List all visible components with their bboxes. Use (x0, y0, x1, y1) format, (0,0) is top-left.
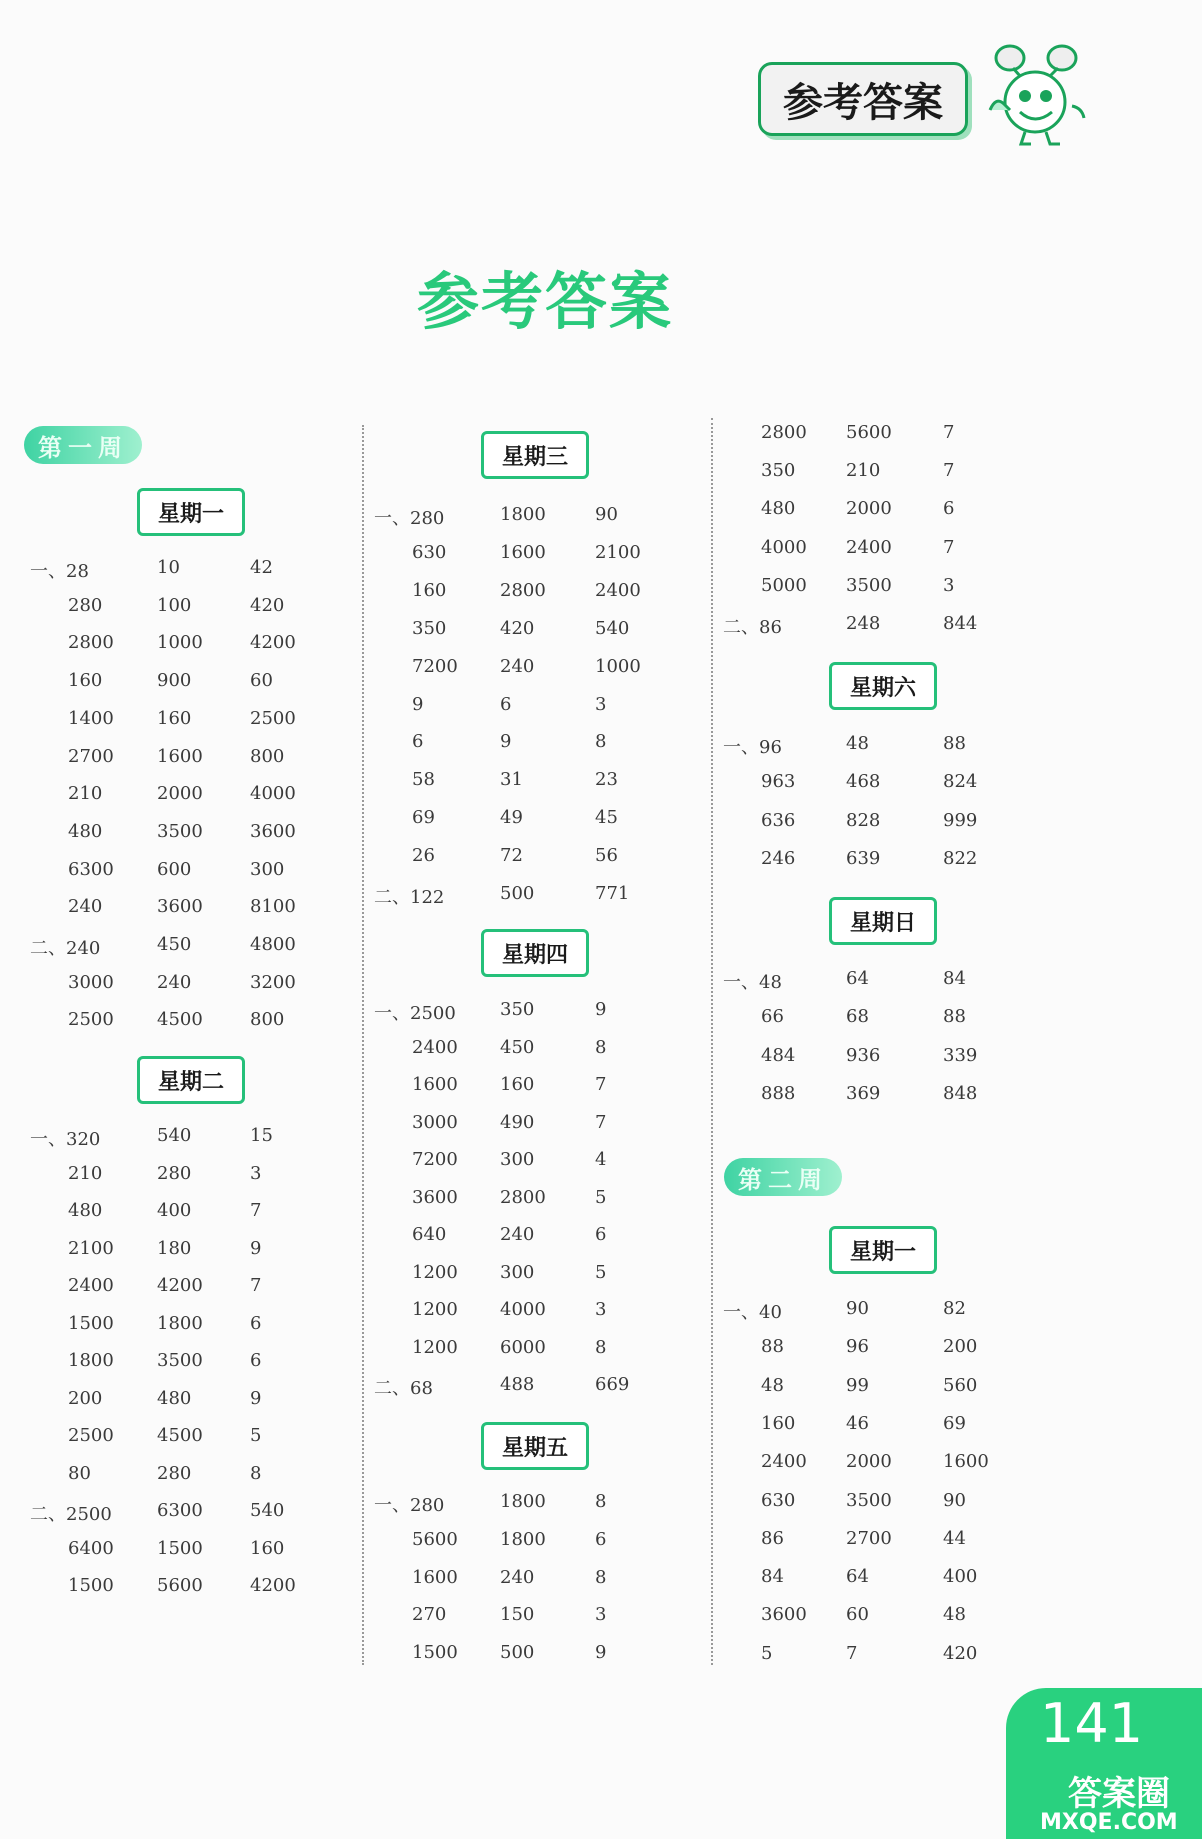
answer-value: 3200 (250, 971, 296, 993)
answer-value: 8 (595, 1336, 607, 1358)
answer-value: 8 (250, 1462, 262, 1484)
answer-value: 500 (500, 883, 535, 904)
day-header-col2-thu: 星期四 (481, 929, 589, 977)
answer-value: 49 (500, 807, 523, 829)
answer-value: 999 (943, 809, 978, 831)
answer-value: 7 (943, 422, 955, 443)
answer-value: 4800 (250, 934, 296, 955)
answer-value: 240 (68, 896, 103, 918)
answer-value: 69 (943, 1412, 966, 1434)
answer-value: 3500 (157, 1350, 203, 1371)
week-tag-2: 第二周 (724, 1158, 842, 1196)
answer-value: 240 (500, 1224, 535, 1245)
watermark-logo: 答案圈 (1068, 1774, 1170, 1814)
answer-value: 4500 (157, 1009, 203, 1031)
answer-value: 100 (157, 594, 192, 616)
answer-value: 600 (157, 858, 192, 880)
answer-value: 4 (595, 1149, 607, 1170)
answer-value: 300 (250, 858, 285, 880)
answer-value: 42 (250, 557, 273, 578)
answer-value: 400 (157, 1200, 192, 1221)
answer-value: 400 (943, 1566, 978, 1588)
column-divider (711, 418, 713, 1665)
answer-value: 84 (761, 1566, 784, 1588)
answer-value: 6000 (500, 1336, 546, 1358)
answer-value: 150 (500, 1604, 535, 1626)
answer-value: 200 (943, 1336, 978, 1358)
answer-value: 160 (68, 670, 103, 692)
answer-value: 7 (943, 536, 955, 558)
answer-value: 1600 (943, 1451, 989, 1473)
answer-value: 二、68 (374, 1378, 433, 1399)
answer-value: 540 (250, 1500, 285, 1521)
day-header-col1-mon: 星期一 (137, 488, 245, 536)
answer-value: 160 (250, 1537, 285, 1559)
answer-value: 2800 (68, 632, 114, 654)
answer-value: 8100 (250, 896, 296, 918)
answer-value: 60 (846, 1604, 869, 1626)
answer-value: 350 (500, 999, 535, 1020)
answer-value: 480 (68, 1200, 103, 1221)
answer-value: 4000 (250, 783, 296, 805)
answer-value: 3 (595, 1299, 607, 1320)
answer-value: 2800 (761, 422, 807, 443)
answer-value: 6300 (68, 858, 114, 880)
day-header-col3-mon2: 星期一 (829, 1226, 937, 1274)
answer-value: 1800 (68, 1350, 114, 1371)
answer-value: 963 (761, 771, 796, 793)
answer-value: 2500 (68, 1425, 114, 1446)
answer-value: 630 (412, 541, 447, 563)
answer-value: 56 (595, 845, 618, 867)
answer-value: 936 (846, 1044, 881, 1066)
answer-value: 3000 (412, 1111, 458, 1133)
answer-value: 9 (595, 999, 607, 1020)
answer-value: 5600 (846, 422, 892, 443)
answer-value: 86 (761, 1527, 784, 1549)
answer-value: 9 (250, 1237, 262, 1259)
answer-value: 7 (595, 1074, 607, 1095)
answer-value: 160 (157, 707, 192, 729)
mascot-icon (980, 40, 1090, 150)
answer-value: 480 (157, 1387, 192, 1409)
answer-value: 4200 (250, 632, 296, 654)
answer-value: 72 (500, 845, 523, 867)
answer-value: 2800 (500, 579, 546, 601)
answer-value: 210 (846, 460, 881, 482)
answer-value: 31 (500, 769, 523, 791)
answer-value: 822 (943, 847, 978, 869)
answer-value: 6 (250, 1350, 262, 1371)
answer-value: 69 (412, 807, 435, 829)
answer-value: 350 (761, 460, 796, 482)
answer-value: 3500 (846, 574, 892, 596)
day-header-col3-sat: 星期六 (829, 662, 937, 710)
answer-value: 900 (157, 670, 192, 692)
answer-value: 8 (595, 731, 607, 753)
answer-value: 5 (761, 1642, 773, 1664)
answer-value: 1800 (157, 1312, 203, 1334)
answer-value: 2400 (761, 1451, 807, 1473)
answer-value: 7 (595, 1111, 607, 1133)
answer-value: 210 (68, 1162, 103, 1184)
answer-value: 500 (500, 1642, 535, 1664)
answer-value: 240 (500, 1566, 535, 1588)
answer-value: 8 (595, 1491, 607, 1512)
answer-value: 369 (846, 1082, 881, 1104)
answer-value: 3500 (846, 1489, 892, 1511)
answer-value: 1200 (412, 1336, 458, 1358)
answer-value: 80 (68, 1462, 91, 1484)
answer-value: 270 (412, 1604, 447, 1626)
day-header-col3-sun: 星期日 (829, 897, 937, 945)
answer-value: 560 (943, 1374, 978, 1396)
answer-value: 5000 (761, 574, 807, 596)
answer-value: 669 (595, 1374, 630, 1395)
answer-value: 46 (846, 1412, 869, 1434)
day-header-col2-wed: 星期三 (481, 431, 589, 479)
answer-value: 二、86 (723, 617, 782, 638)
answer-value: 1500 (68, 1575, 114, 1596)
answer-value: 240 (157, 971, 192, 993)
answer-value: 1500 (68, 1312, 114, 1334)
answer-value: 540 (157, 1125, 192, 1146)
answer-value: 280 (157, 1162, 192, 1184)
answer-value: 180 (157, 1237, 192, 1259)
day-header-col2-fri: 星期五 (481, 1422, 589, 1470)
answer-value: 23 (595, 769, 618, 791)
answer-value: 3600 (412, 1186, 458, 1208)
column-divider (362, 425, 364, 1665)
answer-value: 800 (250, 745, 285, 767)
answer-value: 2000 (846, 1451, 892, 1473)
answer-value: 450 (157, 934, 192, 955)
answer-value: 68 (846, 1006, 869, 1028)
answer-value: 1800 (500, 1528, 546, 1550)
answer-value: 一、280 (374, 508, 445, 529)
answer-value: 828 (846, 809, 881, 831)
answer-value: 2400 (412, 1036, 458, 1058)
answer-value: 4000 (761, 536, 807, 558)
answer-value: 240 (500, 655, 535, 677)
answer-value: 3600 (157, 896, 203, 918)
answer-value: 200 (68, 1387, 103, 1409)
answer-value: 4000 (500, 1299, 546, 1320)
answer-value: 160 (500, 1074, 535, 1095)
answer-value: 468 (846, 771, 881, 793)
answer-value: 一、28 (30, 561, 89, 582)
answer-value: 1200 (412, 1299, 458, 1320)
page-title: 参考答案 (416, 265, 673, 338)
answer-value: 3600 (761, 1604, 807, 1626)
answer-value: 66 (761, 1006, 784, 1028)
answer-value: 3 (250, 1162, 262, 1184)
answer-value: 7200 (412, 1149, 458, 1170)
answer-value: 1600 (500, 541, 546, 563)
answer-value: 60 (250, 670, 273, 692)
answer-value: 82 (943, 1298, 966, 1319)
answer-value: 280 (157, 1462, 192, 1484)
answer-value: 420 (943, 1642, 978, 1664)
answer-value: 7 (846, 1642, 858, 1664)
answer-value: 248 (846, 613, 881, 634)
answer-value: 48 (943, 1604, 966, 1626)
answer-value: 1800 (500, 504, 546, 525)
answer-value: 636 (761, 809, 796, 831)
answer-value: 210 (68, 783, 103, 805)
answer-value: 9 (412, 693, 424, 715)
answer-value: 1800 (500, 1491, 546, 1512)
answer-value: 2100 (595, 541, 641, 563)
answer-value: 630 (761, 1489, 796, 1511)
answer-value: 1600 (412, 1566, 458, 1588)
answer-value: 48 (846, 733, 869, 754)
answer-value: 160 (761, 1412, 796, 1434)
answer-value: 15 (250, 1125, 273, 1146)
header-badge (758, 62, 968, 136)
answer-value: 2000 (846, 498, 892, 520)
answer-value: 2400 (846, 536, 892, 558)
answer-value: 1500 (412, 1642, 458, 1664)
header-badge-text: 参考答案 (783, 79, 943, 126)
answer-value: 3500 (157, 820, 203, 842)
answer-value: 1400 (68, 707, 114, 729)
answer-value: 45 (595, 807, 618, 829)
answer-value: 64 (846, 1566, 869, 1588)
answer-value: 58 (412, 769, 435, 791)
answer-value: 300 (500, 1149, 535, 1170)
answer-value: 3 (595, 693, 607, 715)
answer-value: 888 (761, 1082, 796, 1104)
answer-value: 一、2500 (374, 1003, 456, 1024)
answer-value: 6 (412, 731, 424, 753)
answer-value: 一、320 (30, 1129, 101, 1150)
answer-value: 7 (943, 460, 955, 482)
answer-value: 848 (943, 1082, 978, 1104)
answer-value: 3 (943, 574, 955, 596)
answer-value: 2500 (68, 1009, 114, 1031)
answer-value: 2800 (500, 1186, 546, 1208)
answer-value: 420 (250, 594, 285, 616)
answer-value: 8 (595, 1036, 607, 1058)
watermark-url: MXQE.COM (1040, 1810, 1178, 1835)
answer-value: 3 (595, 1604, 607, 1626)
answer-value: 44 (943, 1527, 966, 1549)
answer-value: 339 (943, 1044, 978, 1066)
answer-value: 420 (500, 617, 535, 639)
answer-value: 8 (595, 1566, 607, 1588)
answer-value: 1600 (157, 745, 203, 767)
answer-value: 160 (412, 579, 447, 601)
answer-value: 二、122 (374, 887, 445, 908)
answer-value: 1000 (595, 655, 641, 677)
answer-value: 48 (761, 1374, 784, 1396)
week-tag-1: 第一周 (24, 426, 142, 464)
answer-value: 6 (250, 1312, 262, 1334)
answer-value: 824 (943, 771, 978, 793)
answer-value: 5600 (412, 1528, 458, 1550)
answer-value: 一、40 (723, 1302, 782, 1323)
answer-value: 90 (846, 1298, 869, 1319)
answer-value: 480 (761, 498, 796, 520)
answer-value: 6 (943, 498, 955, 520)
answer-value: 1000 (157, 632, 203, 654)
answer-value: 1600 (412, 1074, 458, 1095)
answer-value: 800 (250, 1009, 285, 1031)
page-number: 141 (1040, 1692, 1144, 1755)
answer-value: 88 (943, 733, 966, 754)
answer-value: 2700 (68, 745, 114, 767)
answer-value: 6 (595, 1528, 607, 1550)
answer-value: 450 (500, 1036, 535, 1058)
answer-value: 246 (761, 847, 796, 869)
answer-value: 88 (943, 1006, 966, 1028)
answer-value: 5 (595, 1261, 607, 1283)
answer-value: 6400 (68, 1537, 114, 1559)
answer-value: 6 (595, 1224, 607, 1245)
answer-value: 2400 (68, 1275, 114, 1296)
answer-value: 4200 (157, 1275, 203, 1296)
answer-value: 350 (412, 617, 447, 639)
answer-value: 9 (500, 731, 512, 753)
answer-value: 4200 (250, 1575, 296, 1596)
answer-value: 84 (943, 968, 966, 989)
answer-value: 480 (68, 820, 103, 842)
answer-value: 540 (595, 617, 630, 639)
answer-value: 二、240 (30, 938, 101, 959)
answer-value: 64 (846, 968, 869, 989)
answer-value: 7 (250, 1275, 262, 1296)
answer-value: 5 (595, 1186, 607, 1208)
answer-value: 5 (250, 1425, 262, 1446)
answer-value: 3600 (250, 820, 296, 842)
answer-value: 640 (412, 1224, 447, 1245)
answer-value: 96 (846, 1336, 869, 1358)
answer-value: 7 (250, 1200, 262, 1221)
answer-value: 2700 (846, 1527, 892, 1549)
answer-value: 一、48 (723, 972, 782, 993)
answer-value: 300 (500, 1261, 535, 1283)
answer-value: 639 (846, 847, 881, 869)
answer-value: 一、280 (374, 1495, 445, 1516)
answer-value: 6300 (157, 1500, 203, 1521)
answer-value: 9 (595, 1642, 607, 1664)
answer-value: 3000 (68, 971, 114, 993)
answer-value: 5600 (157, 1575, 203, 1596)
answer-value: 488 (500, 1374, 535, 1395)
answer-value: 一、96 (723, 737, 782, 758)
answer-value: 7200 (412, 655, 458, 677)
day-header-col1-tue: 星期二 (137, 1056, 245, 1104)
answer-value: 二、2500 (30, 1504, 112, 1525)
answer-value: 9 (250, 1387, 262, 1409)
answer-value: 2000 (157, 783, 203, 805)
answer-value: 88 (761, 1336, 784, 1358)
answer-value: 484 (761, 1044, 796, 1066)
answer-value: 2100 (68, 1237, 114, 1259)
answer-value: 844 (943, 613, 978, 634)
answer-value: 1500 (157, 1537, 203, 1559)
answer-value: 1200 (412, 1261, 458, 1283)
answer-value: 2500 (250, 707, 296, 729)
answer-value: 90 (943, 1489, 966, 1511)
answer-value: 99 (846, 1374, 869, 1396)
answer-value: 10 (157, 557, 180, 578)
answer-value: 90 (595, 504, 618, 525)
answer-value: 490 (500, 1111, 535, 1133)
answer-value: 4500 (157, 1425, 203, 1446)
answer-value: 6 (500, 693, 512, 715)
answer-value: 2400 (595, 579, 641, 601)
answer-value: 280 (68, 594, 103, 616)
answer-value: 771 (595, 883, 630, 904)
answer-value: 26 (412, 845, 435, 867)
